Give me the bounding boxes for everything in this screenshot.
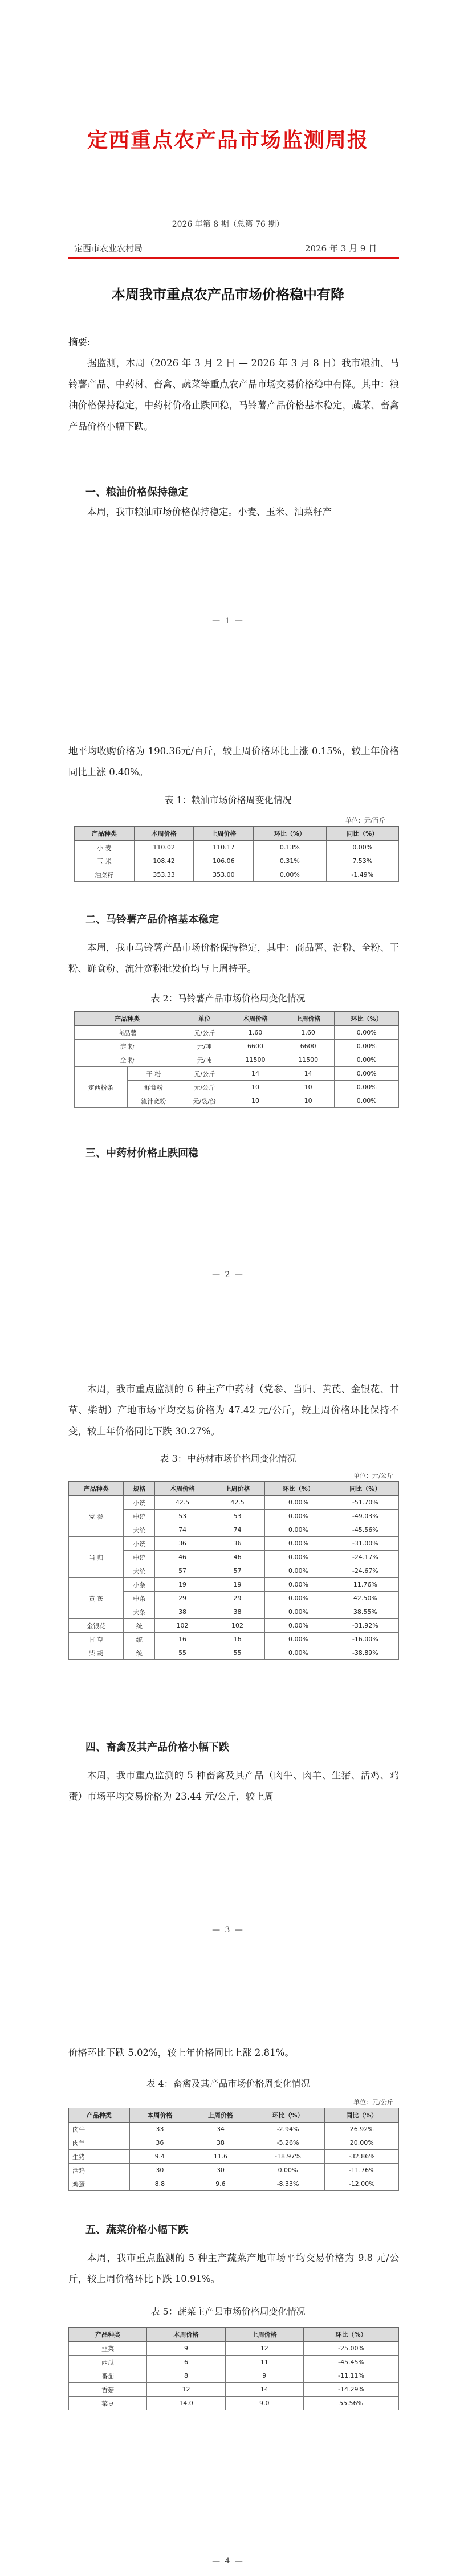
table-cell: 大条	[124, 1605, 155, 1619]
table-cell: 香菇	[69, 2383, 147, 2397]
table-row	[69, 2136, 399, 2150]
table-cell: 8	[147, 2369, 225, 2383]
table-cell: 0.00%	[265, 1551, 332, 1564]
section-heading-vegetables: 五、蔬菜价格小幅下跌	[85, 2224, 188, 2236]
table4-header: 本周价格	[129, 2108, 190, 2123]
table2-header: 产品种类	[75, 1012, 180, 1026]
table1-header: 本周价格	[134, 827, 194, 841]
table-cell: -1.49%	[326, 868, 398, 882]
table-cell-group: 黄 芪	[69, 1578, 124, 1619]
table-cell: 中统	[124, 1551, 155, 1564]
table-cell: 0.00%	[265, 1510, 332, 1523]
table-cell: -16.00%	[332, 1633, 398, 1646]
table-row	[69, 2397, 399, 2410]
table-cell: -11.76%	[325, 2164, 399, 2177]
table-row	[75, 1026, 399, 1040]
page-number: — 4 —	[212, 2557, 244, 2566]
table-cell: 流汁宽粉	[127, 1094, 180, 1108]
issuing-org: 定西市农业农村局	[74, 243, 143, 253]
table4	[68, 2108, 399, 2191]
table-row	[75, 854, 399, 868]
table-cell: 108.42	[134, 854, 194, 868]
table-cell: -18.97%	[251, 2150, 325, 2164]
table-cell: -2.94%	[251, 2123, 325, 2136]
paragraph-potato: 本周，我市马铃薯产品市场价格保持稳定，其中：商品薯、淀粉、全粉、干粉、鲜食粉、流汁宽粉批发价均与上周持平。	[68, 942, 399, 974]
table-cell: 商品薯	[75, 1026, 180, 1040]
table-cell: 12	[225, 2342, 303, 2356]
table-cell: 鲜食粉	[127, 1081, 180, 1094]
table4-caption: 表 4：畜禽及其产品市场价格周变化情况	[146, 2078, 310, 2089]
paragraph-livestock-part1: 本周，我市重点监测的 5 种畜禽及其产品（肉牛、肉羊、生猪、活鸡、鸡蛋）市场平均交易价格为 23.44 元/公斤，较上周	[68, 1770, 399, 1802]
table-cell-group: 金银花	[69, 1619, 124, 1633]
table-cell: 10	[229, 1081, 282, 1094]
table-cell: 0.00%	[254, 868, 326, 882]
table-cell: 14	[225, 2383, 303, 2397]
table-cell: 统	[124, 1633, 155, 1646]
table5-header: 本周价格	[147, 2328, 225, 2342]
table-cell: 11.76%	[332, 1578, 398, 1592]
table-cell: 0.00%	[265, 1496, 332, 1510]
table-cell: 36	[155, 1537, 210, 1551]
table-cell: 中条	[124, 1592, 155, 1605]
table-cell: 0.00%	[265, 1523, 332, 1537]
table-row	[75, 868, 399, 882]
table-cell: 53	[155, 1510, 210, 1523]
table-cell: 油菜籽	[75, 868, 135, 882]
section-heading-potato: 二、马铃薯产品价格基本稳定	[85, 914, 219, 926]
table-cell: 9.0	[225, 2397, 303, 2410]
table-cell: 元/吨	[180, 1053, 229, 1067]
issue-number: 2026 年第 8 期（总第 76 期）	[172, 220, 284, 229]
table-cell: 小统	[124, 1496, 155, 1510]
table2-header: 本周价格	[229, 1012, 282, 1026]
table3-unit: 单位：元/公斤	[353, 1472, 393, 1479]
table-cell: -31.92%	[332, 1619, 398, 1633]
table-cell: 鸡蛋	[69, 2177, 130, 2191]
report-title: 本周我市重点农产品市场价格稳中有降	[112, 286, 344, 302]
table-cell: 30	[129, 2164, 190, 2177]
table-row	[69, 2177, 399, 2191]
table-cell: 33	[129, 2123, 190, 2136]
table-cell: 19	[210, 1578, 264, 1592]
table-cell: 38	[190, 2136, 251, 2150]
table-cell: 353.33	[134, 868, 194, 882]
table-cell: 0.00%	[335, 1094, 399, 1108]
table-cell: 活鸡	[69, 2164, 130, 2177]
table-cell: 11500	[229, 1053, 282, 1067]
table-cell: 6	[147, 2356, 225, 2369]
table-cell: 11500	[282, 1053, 335, 1067]
table-cell: 0.00%	[265, 1619, 332, 1633]
table-cell: 0.00%	[265, 1592, 332, 1605]
table-cell: 番茄	[69, 2369, 147, 2383]
table-cell: 12	[147, 2383, 225, 2397]
table-cell: 0.00%	[265, 1646, 332, 1660]
table-cell: 14.0	[147, 2397, 225, 2410]
table-cell: 7.53%	[326, 854, 398, 868]
table1-caption: 表 1：粮油市场价格周变化情况	[164, 795, 292, 805]
table3-header: 环比（%）	[265, 1482, 332, 1496]
table-cell: 34	[190, 2123, 251, 2136]
table-row	[69, 2383, 399, 2397]
table-cell: 0.00%	[335, 1067, 399, 1081]
table-cell: -51.70%	[332, 1496, 398, 1510]
table-cell: 0.00%	[335, 1053, 399, 1067]
table1-header: 环比（%）	[254, 827, 326, 841]
table-cell: 0.00%	[265, 1578, 332, 1592]
table-cell: 36	[210, 1537, 264, 1551]
table-row	[69, 2369, 399, 2383]
table-cell: 生猪	[69, 2150, 130, 2164]
table-cell: -32.86%	[325, 2150, 399, 2164]
table-cell: 10	[282, 1094, 335, 1108]
table-cell: 肉牛	[69, 2123, 130, 2136]
table2-header: 单位	[180, 1012, 229, 1026]
table-cell: 淀 粉	[75, 1040, 180, 1053]
table-cell: 大统	[124, 1523, 155, 1537]
table3-header: 上周价格	[210, 1482, 264, 1496]
table-cell: 16	[210, 1633, 264, 1646]
table-cell: 菜豆	[69, 2397, 147, 2410]
table-cell: 102	[210, 1619, 264, 1633]
table-cell-group: 定西粉条	[75, 1067, 128, 1108]
table4-header: 环比（%）	[251, 2108, 325, 2123]
table-cell: 0.00%	[265, 1564, 332, 1578]
table1-header: 同比（%）	[326, 827, 398, 841]
table-cell: 6600	[229, 1040, 282, 1053]
table1-unit: 单位：元/百斤	[345, 817, 385, 824]
table-cell: 46	[155, 1551, 210, 1564]
table-cell: -25.00%	[303, 2342, 398, 2356]
table-cell: 0.00%	[335, 1026, 399, 1040]
table-cell: 102	[155, 1619, 210, 1633]
table-row	[69, 2356, 399, 2369]
table-cell: 8.8	[129, 2177, 190, 2191]
section-heading-grain-oil: 一、粮油价格保持稳定	[85, 486, 188, 498]
table-cell: 29	[210, 1592, 264, 1605]
table-row	[69, 1633, 399, 1646]
table-row	[75, 841, 399, 854]
table-cell: 0.00%	[326, 841, 398, 854]
issue-date: 2026 年 3 月 9 日	[305, 243, 377, 253]
table-cell: 1.60	[229, 1026, 282, 1040]
table-cell: 9	[225, 2369, 303, 2383]
table5-header: 环比（%）	[303, 2328, 398, 2342]
masthead-title: 定西重点农产品市场监测周报	[87, 128, 369, 152]
table-row	[69, 1619, 399, 1633]
table3-header: 规格	[124, 1482, 155, 1496]
table-cell: 0.00%	[251, 2164, 325, 2177]
table-cell: -12.00%	[325, 2177, 399, 2191]
table-cell: 42.50%	[332, 1592, 398, 1605]
header-divider	[68, 257, 399, 259]
table-cell: -49.03%	[332, 1510, 398, 1523]
table-cell: 55	[155, 1646, 210, 1660]
table-cell: 11	[225, 2356, 303, 2369]
table-row	[69, 2150, 399, 2164]
table-cell: 10	[229, 1094, 282, 1108]
table-cell: 38	[210, 1605, 264, 1619]
table1-header: 产品种类	[75, 827, 135, 841]
abstract-paragraph: 据监测，本周（2026 年 3 月 2 日 — 2026 年 3 月 8 日）我市粮油、马铃薯产品、中药材、畜禽、蔬菜等重点农产品市场交易价格稳中有降。其中：粮油价格保持稳定，中药材价格止跌回稳，马铃薯产品价格基本稳定，蔬菜、畜禽产品价格小幅下跌。	[68, 358, 399, 432]
table4-header: 同比（%）	[325, 2108, 399, 2123]
page-number: — 2 —	[212, 1270, 244, 1279]
table3-header: 产品种类	[69, 1482, 124, 1496]
table4-header: 上周价格	[190, 2108, 251, 2123]
table-row	[69, 2123, 399, 2136]
table-cell: 16	[155, 1633, 210, 1646]
table-cell: 元/吨	[180, 1040, 229, 1053]
table-cell: 统	[124, 1646, 155, 1660]
table-cell: 14	[229, 1067, 282, 1081]
table-cell: 肉羊	[69, 2136, 130, 2150]
table-cell-group: 柴 胡	[69, 1646, 124, 1660]
table-row	[69, 2164, 399, 2177]
table-cell: 西瓜	[69, 2356, 147, 2369]
table-row	[69, 2342, 399, 2356]
table-cell-group: 甘 草	[69, 1633, 124, 1646]
table-cell: 19	[155, 1578, 210, 1592]
table-cell: -5.26%	[251, 2136, 325, 2150]
section-heading-livestock: 四、畜禽及其产品价格小幅下跌	[85, 1741, 229, 1753]
page-number: — 3 —	[212, 1925, 244, 1935]
table-cell: 9.4	[129, 2150, 190, 2164]
table-cell: 74	[155, 1523, 210, 1537]
table-cell-group: 党 参	[69, 1496, 124, 1537]
table-cell: 全 粉	[75, 1053, 180, 1067]
table-cell: 小条	[124, 1578, 155, 1592]
table-row	[75, 1053, 399, 1067]
paragraph-grain-oil-part1: 本周，我市粮油市场价格保持稳定。小麦、玉米、油菜籽产	[87, 506, 332, 517]
table-cell: -14.29%	[303, 2383, 398, 2397]
abstract-label: 摘要:	[68, 337, 91, 347]
table5	[68, 2327, 399, 2410]
table-cell: 干 粉	[127, 1067, 180, 1081]
table3-caption: 表 3：中药材市场价格周变化情况	[160, 1453, 296, 1464]
table2-header: 上周价格	[282, 1012, 335, 1026]
table-cell: -24.67%	[332, 1564, 398, 1578]
table-cell: 元/公斤	[180, 1067, 229, 1081]
table1	[74, 826, 399, 882]
table-cell: 元/公斤	[180, 1026, 229, 1040]
table-cell: 106.06	[194, 854, 254, 868]
table-cell: 小统	[124, 1537, 155, 1551]
table3-header: 本周价格	[155, 1482, 210, 1496]
table-cell: 大统	[124, 1564, 155, 1578]
section-heading-herbs: 三、中药材价格止跌回稳	[85, 1147, 198, 1159]
paragraph-herbs: 本周，我市重点监测的 6 种主产中药材（党参、当归、黄芪、金银花、甘草、柴胡）产地市场平均交易价格为 47.42 元/公斤，较上周价格环比保持不变，较上年价格同比下跌 30.27%。	[68, 1384, 399, 1437]
table2	[74, 1011, 399, 1108]
table-cell: 46	[210, 1551, 264, 1564]
table-cell: 0.31%	[254, 854, 326, 868]
table3-header: 同比（%）	[332, 1482, 398, 1496]
table-cell: 57	[155, 1564, 210, 1578]
table-cell: 36	[129, 2136, 190, 2150]
table-row	[69, 1578, 399, 1592]
paragraph-livestock-part2: 价格环比下跌 5.02%，较上年价格同比上涨 2.81%。	[68, 2047, 294, 2058]
table-row	[75, 1040, 399, 1053]
table-cell: 38	[155, 1605, 210, 1619]
page-number: — 1 —	[212, 616, 244, 625]
table-cell: 110.02	[134, 841, 194, 854]
table-cell: 20.00%	[325, 2136, 399, 2150]
table-cell: 元/公斤	[180, 1081, 229, 1094]
table2-header: 环比（%）	[335, 1012, 399, 1026]
table-cell: 韭菜	[69, 2342, 147, 2356]
table-cell: 55.56%	[303, 2397, 398, 2410]
table-cell: -8.33%	[251, 2177, 325, 2191]
table-cell: 10	[282, 1081, 335, 1094]
table-cell: -45.45%	[303, 2356, 398, 2369]
table-cell: -11.11%	[303, 2369, 398, 2383]
table-cell: -24.17%	[332, 1551, 398, 1564]
table-cell: -31.00%	[332, 1537, 398, 1551]
table-cell: 6600	[282, 1040, 335, 1053]
table-cell: 42.5	[155, 1496, 210, 1510]
table5-header: 产品种类	[69, 2328, 147, 2342]
table-cell: 1.60	[282, 1026, 335, 1040]
table-cell: 0.00%	[265, 1537, 332, 1551]
table-cell: 30	[190, 2164, 251, 2177]
table-cell: 统	[124, 1619, 155, 1633]
table-cell: -38.89%	[332, 1646, 398, 1660]
table-cell: 55	[210, 1646, 264, 1660]
table5-header: 上周价格	[225, 2328, 303, 2342]
table-row	[69, 1537, 399, 1551]
table-cell: 中统	[124, 1510, 155, 1523]
table-cell: 26.92%	[325, 2123, 399, 2136]
table-cell: 0.00%	[265, 1633, 332, 1646]
table-cell: 9	[147, 2342, 225, 2356]
table2-caption: 表 2：马铃薯产品市场价格周变化情况	[150, 993, 306, 1004]
table-cell: 14	[282, 1067, 335, 1081]
table-cell: 110.17	[194, 841, 254, 854]
table-cell: 小 麦	[75, 841, 135, 854]
table1-header: 上周价格	[194, 827, 254, 841]
table-row	[69, 1496, 399, 1510]
table-cell: 38.55%	[332, 1605, 398, 1619]
table-row	[75, 1067, 399, 1081]
paragraph-grain-oil-part2: 地平均收购价格为 190.36元/百斤，较上周价格环比上涨 0.15%，较上年价格同比上涨 0.40%。	[68, 746, 399, 778]
table-cell: 0.13%	[254, 841, 326, 854]
table-cell: 0.00%	[335, 1040, 399, 1053]
table-cell: 53	[210, 1510, 264, 1523]
table5-caption: 表 5：蔬菜主产县市场价格周变化情况	[150, 2306, 306, 2317]
table-cell: 元/袋/份	[180, 1094, 229, 1108]
table-cell: 353.00	[194, 868, 254, 882]
paragraph-vegetables: 本周，我市重点监测的 5 种主产蔬菜产地市场平均交易价格为 9.8 元/公斤，较上周价格环比下跌 10.91%。	[68, 2252, 399, 2284]
table-cell: 29	[155, 1592, 210, 1605]
table-cell: 11.6	[190, 2150, 251, 2164]
table-cell: 玉 米	[75, 854, 135, 868]
table-cell: 0.00%	[335, 1081, 399, 1094]
table-cell: 9.6	[190, 2177, 251, 2191]
table-cell: 0.00%	[265, 1605, 332, 1619]
table-cell: -45.56%	[332, 1523, 398, 1537]
table4-header: 产品种类	[69, 2108, 130, 2123]
table-cell: 57	[210, 1564, 264, 1578]
table4-unit: 单位：元/公斤	[353, 2099, 393, 2106]
table-row	[69, 1646, 399, 1660]
table3	[68, 1481, 399, 1660]
table-cell-group: 当 归	[69, 1537, 124, 1578]
table-cell: 42.5	[210, 1496, 264, 1510]
table-cell: 74	[210, 1523, 264, 1537]
